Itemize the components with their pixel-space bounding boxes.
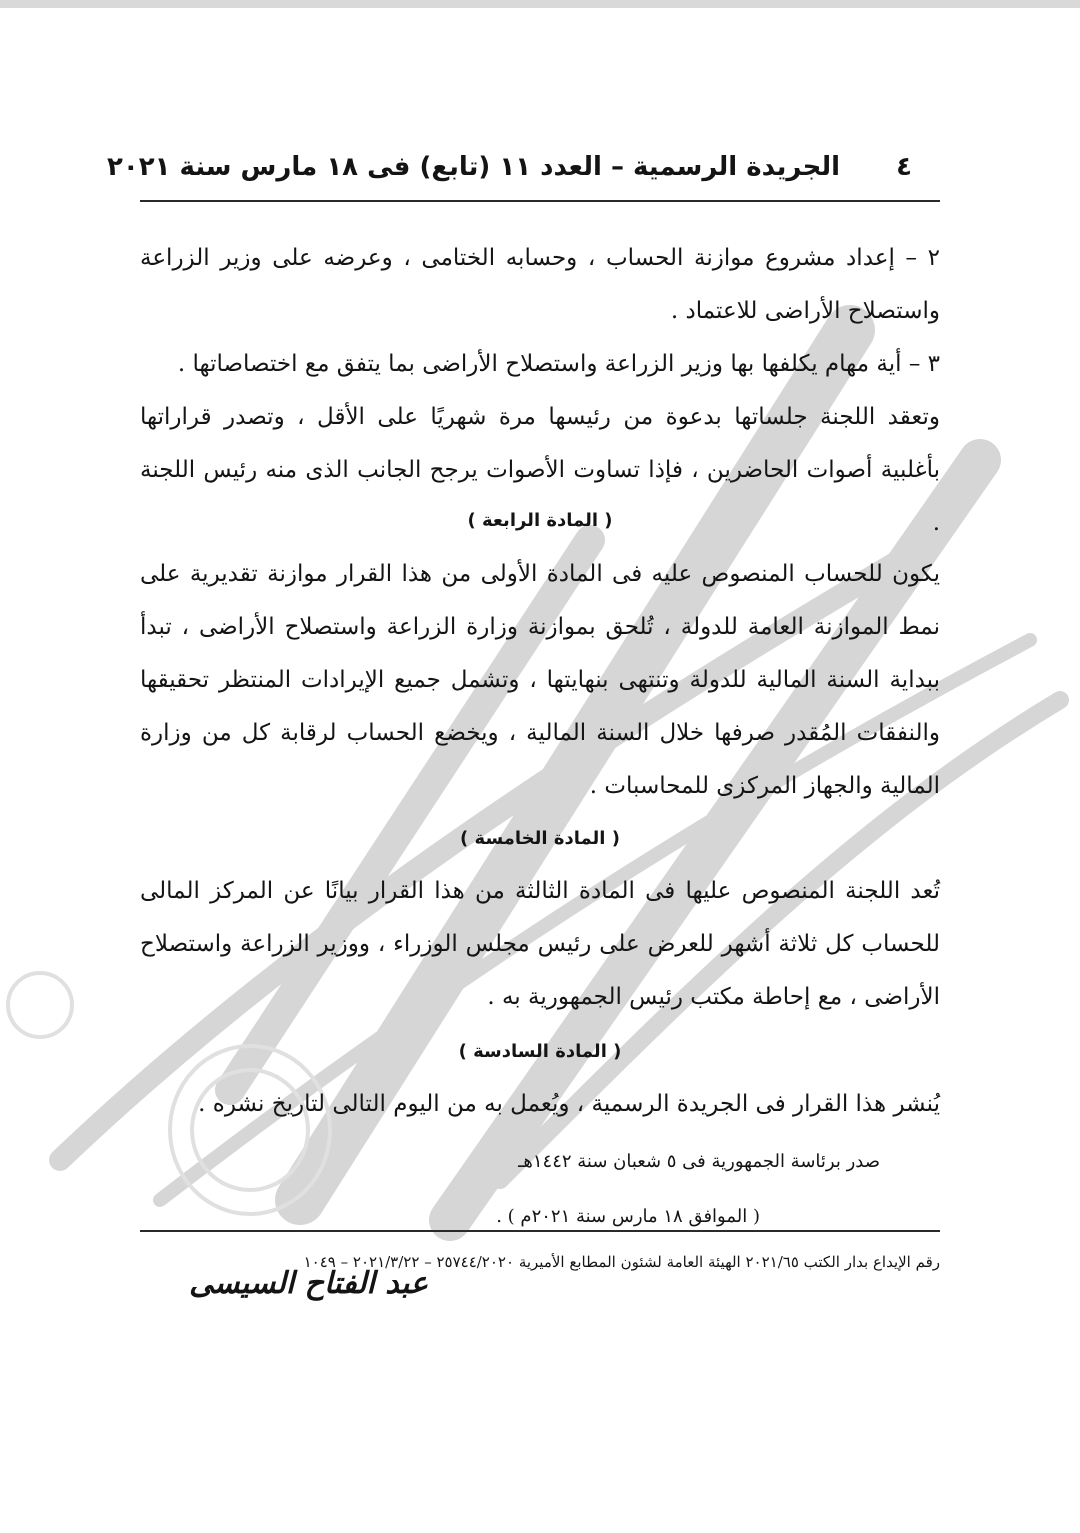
article-4-heading: ( المادة الرابعة ) <box>467 510 613 531</box>
article-6-paragraph: يُنشر هذا القرار فى الجريدة الرسمية ، ويُعمل به من اليوم التالى لتاريخ نشره . <box>198 1091 940 1117</box>
article-5-heading: ( المادة الخامسة ) <box>460 828 620 849</box>
issuance-date-gregorian: ( الموافق ١٨ مارس سنة ٢٠٢١م ) . <box>496 1206 760 1227</box>
article-5-paragraph: تُعد اللجنة المنصوص عليها فى المادة الثالثة من هذا القرار بيانًا عن المركز المالى للحساب كل ثلاثة أشهر للعرض على رئيس مجلس الوزراء ، ووزير الزراعة واستصلاح الأراضى ، مع إحاطة مكتب رئيس الجمهورية به . <box>140 878 940 1010</box>
page-number: ٤ <box>896 152 912 182</box>
article-6-heading: ( المادة السادسة ) <box>458 1041 622 1062</box>
issuance-date-hijri: صدر برئاسة الجمهورية فى ٥ شعبان سنة ١٤٤٢هـ <box>518 1151 880 1172</box>
header-title: الجريدة الرسمية – العدد ١١ (تابع) فى ١٨ مارس سنة ٢٠٢١ <box>107 152 840 182</box>
top-rule <box>0 0 1080 8</box>
article-4-paragraph: يكون للحساب المنصوص عليه فى المادة الأولى من هذا القرار موازنة تقديرية على نمط الموازنة العامة للدولة ، تُلحق بموازنة وزارة الزراعة واستصلاح الأراضى ، تبدأ ببداية السنة المالية للدولة وتنتهى بنهايتها ، وتشمل جميع الإيرادات المنتظر تحقيقها والنفقات المُقدر صرفها خلال السنة المالية ، ويخضع الحساب لرقابة كل من وزارة المالية والجهاز المركزى للمحاسبات . <box>140 561 940 799</box>
item-2-paragraph: ٢ – إعداد مشروع موازنة الحساب ، وحسابه الختامى ، وعرضه على وزير الزراعة واستصلاح الأراضى للاعتماد . <box>140 245 940 324</box>
meetings-paragraph: وتعقد اللجنة جلساتها بدعوة من رئيسها مرة شهريًا على الأقل ، وتصدر قراراتها بأغلبية أصوات الحاضرين ، فإذا تساوت الأصوات يرجح الجانب الذى منه رئيس اللجنة . <box>140 404 940 536</box>
page-header <box>107 150 940 202</box>
item-3-paragraph: ٣ – أية مهام يكلفها بها وزير الزراعة واستصلاح الأراضى بما يتفق مع اختصاصاتها . <box>177 351 940 377</box>
footer-rule <box>140 1230 940 1232</box>
signature: عبد الفتاح السيسى <box>189 1266 428 1301</box>
footer-deposit-number: رقم الإيداع بدار الكتب ٢٠٢١/٦٥ الهيئة العامة لشئون المطابع الأميرية ٢٥٧٤٤/٢٠٢٠ – ٢٠٢١/٣/٢٢ – ١٠٤٩ <box>303 1253 940 1271</box>
